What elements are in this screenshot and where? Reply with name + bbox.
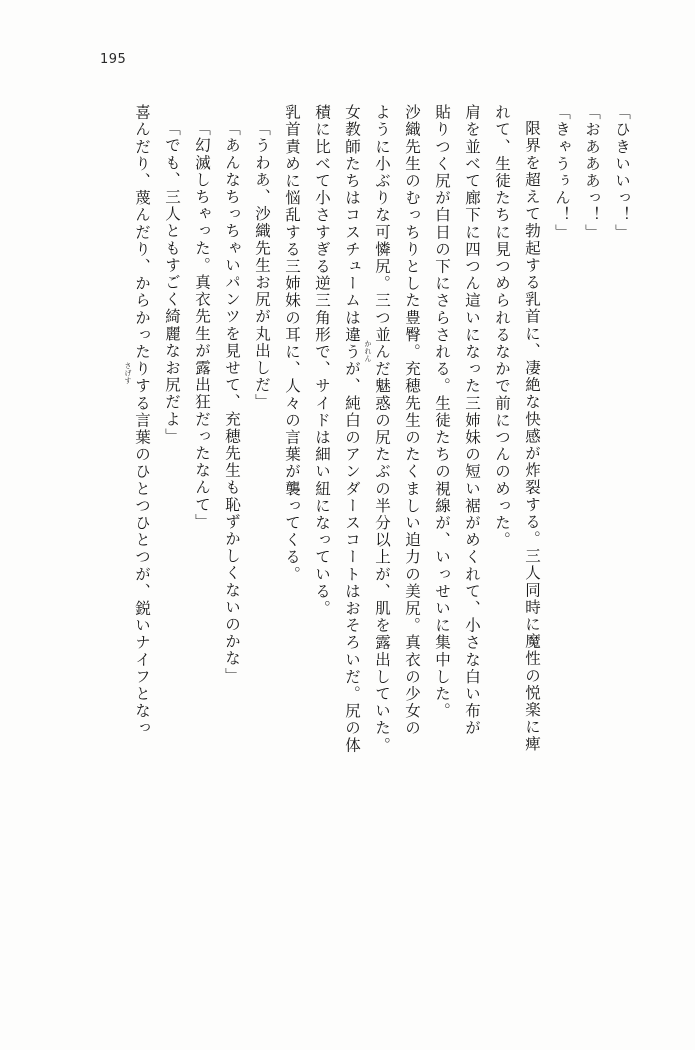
ruby-annotation: かれん	[364, 340, 372, 363]
text-line: 沙織先生のむっちりとした豊臀。充穂先生のたくましい迫力の美尻。真衣の少女の	[403, 104, 421, 737]
text-line-content: ように小ぶりな可憐尻。三つ並んだ魅惑の尻たぶの半分以上が、肌を露出していた。	[373, 104, 391, 754]
text-line: 限界を超えて勃起する乳首に、凄絶な快感が炸裂する。三人同時に魔性の悦楽に痺	[523, 120, 541, 753]
text-line-with-ruby	[364, 104, 397, 984]
text-line: 積に比べて小さすぎる逆三角形で、サイドは細い紐になっている。	[313, 104, 331, 617]
text-line: 「きゃうぅん！」	[553, 104, 571, 241]
text-line: 貼りつく尻が白日の下にさらされる。生徒たちの視線が、いっせいに集中した。	[433, 104, 451, 720]
text-line: 「おあああっ！」	[583, 104, 601, 241]
text-line: 乳首責めに悩乱する三姉妹の耳に、人々の言葉が襲ってくる。	[283, 104, 301, 583]
text-line-with-ruby	[124, 104, 157, 984]
text-line: 「うわあ、沙織先生お尻が丸出しだ」	[253, 120, 271, 411]
text-line: れて、生徒たちに見つめられるなかで前につんのめった。	[493, 104, 511, 549]
text-line: 「ひきいいっ！」	[613, 104, 631, 241]
text-line: 女教師たちはコスチュームは違うが、純白のアンダースコートはおそろいだ。尻の体	[343, 104, 361, 754]
body-text	[58, 104, 637, 984]
text-line: 「あんなちっちゃいパンツを見せて、充穂先生も恥ずかしくないのかな」	[223, 120, 241, 685]
text-line: 「幻滅しちゃった。真衣先生が露出狂だったなんて」	[193, 120, 211, 531]
ruby-annotation: さげす	[124, 362, 132, 385]
text-line: 肩を並べて廊下に四つん這いになった三姉妹の短い裾がめくれて、小さな白い布が	[463, 104, 481, 737]
text-line-content: 喜んだり、蔑んだり、からかったりする言葉のひとつひとつが、鋭いナイフとなっ	[133, 104, 151, 737]
page-number: 195	[100, 52, 127, 67]
text-line: 「でも、三人ともすごく綺麗なお尻だよ」	[163, 120, 181, 445]
